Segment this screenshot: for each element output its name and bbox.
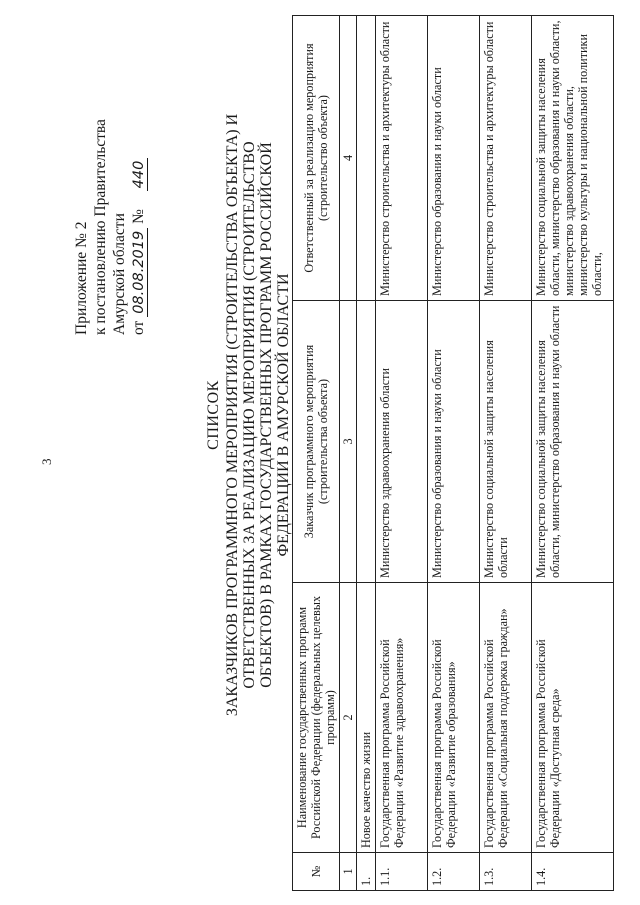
column-number: 4 bbox=[340, 16, 357, 301]
section-label: Новое качество жизни bbox=[357, 583, 376, 853]
appendix-block bbox=[72, 15, 149, 335]
column-number: 3 bbox=[340, 301, 357, 583]
appendix-region: Амурской области bbox=[111, 213, 128, 335]
table-row bbox=[532, 16, 614, 891]
number-prefix: № bbox=[130, 209, 147, 224]
date-prefix: от bbox=[130, 320, 147, 335]
row-responsible: Министерство строительства и архитектуры области bbox=[376, 16, 428, 301]
column-number: 1 bbox=[340, 853, 357, 891]
document-subtitle: ЗАКАЗЧИКОВ ПРОГРАММНОГО МЕРОПРИЯТИЯ (СТРОИТЕЛЬСТВА ОБЪЕКТА) И ОТВЕТСТВЕННЫХ ЗА РЕАЛИЗАЦИЮ МЕРОПРИЯТИЯ (СТРОИТЕЛЬСТВО ОБЪЕКТОВ) В РАМКАХ ГОСУДАРСТВЕННЫХ ПРОГРАММ РОССИЙСКОЙ ФЕДЕРАЦИИ В АМУРСКОЙ ОБЛАСТИ bbox=[224, 113, 292, 717]
row-num: 1.4. bbox=[532, 853, 614, 891]
header-program: Наименование государственных программ Российской Федерации (федеральных целевых программ) bbox=[293, 583, 340, 853]
section-row bbox=[357, 16, 376, 891]
handwritten-number: 440 bbox=[131, 158, 148, 192]
row-responsible: Министерство образования и науки области bbox=[428, 16, 480, 301]
page-number: 3 bbox=[39, 458, 54, 465]
table-row bbox=[480, 16, 532, 891]
row-program: Государственная программа Российской Федерации «Развитие здравоохранения» bbox=[376, 583, 428, 853]
header-responsible: Ответственный за реализацию мероприятия (строительство объекта) bbox=[293, 16, 340, 301]
section-empty-cell bbox=[357, 16, 376, 301]
header-customer: Заказчик программного мероприятия (строительства объекта) bbox=[293, 301, 340, 583]
row-customer: Министерство здравоохранения области bbox=[376, 301, 428, 583]
table-row bbox=[428, 16, 480, 891]
document-title: СПИСОК bbox=[205, 380, 222, 450]
appendix-resolution: к постановлению Правительства bbox=[92, 119, 109, 335]
section-empty-cell bbox=[357, 301, 376, 583]
table-header-row bbox=[293, 16, 340, 891]
row-customer: Министерство социальной защиты населения области bbox=[480, 301, 532, 583]
row-num: 1.1. bbox=[376, 853, 428, 891]
table-row bbox=[376, 16, 428, 891]
row-program: Государственная программа Российской Федерации «Доступная среда» bbox=[532, 583, 614, 853]
row-responsible: Министерство социальной защиты населения области, министерство образования и науки области, министерство здравоохранения области, министерство культуры и национальной политики области, bbox=[532, 16, 614, 301]
appendix-title: Приложение № 2 bbox=[73, 221, 90, 335]
row-num: 1.2. bbox=[428, 853, 480, 891]
row-customer: Министерство образования и науки области bbox=[428, 301, 480, 583]
column-number: 2 bbox=[340, 583, 357, 853]
row-customer: Министерство социальной защиты населения области, министерство образования и науки области bbox=[532, 301, 614, 583]
column-number-row bbox=[340, 16, 357, 891]
appendix-date-line bbox=[129, 15, 149, 335]
row-program: Государственная программа Российской Федерации «Социальная поддержка граждан» bbox=[480, 583, 532, 853]
header-num: № bbox=[293, 853, 340, 891]
row-num: 1.3. bbox=[480, 853, 532, 891]
row-responsible: Министерство строительства и архитектуры области bbox=[480, 16, 532, 301]
customers-table bbox=[292, 15, 614, 891]
section-num: 1. bbox=[357, 853, 376, 891]
row-program: Государственная программа Российской Федерации «Развитие образования» bbox=[428, 583, 480, 853]
handwritten-date: 08.08.2019 bbox=[131, 228, 148, 317]
title-block bbox=[205, 105, 292, 725]
